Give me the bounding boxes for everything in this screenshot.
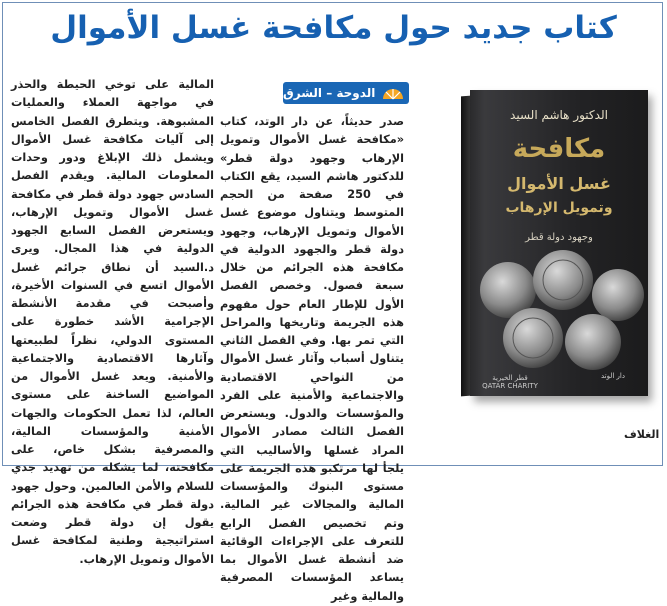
dateline-text: الدوحة – الشرق: [283, 86, 376, 100]
article-column-right: صدر حديثاً، عن دار الوتد، كتاب «مكافحة غسل الأموال وتمويل الإرهاب وجهود دولة قطر» للدكتور هاشم السيد، يقع الكتاب في 250 صفحة من الحجم المتوسط ويتناول موضوع غسل الأموال وتمويل الإرهاب، وجهود دولة قطر والجهود الدولية في مكافحة هذه الجرائم من خلال سبعة فصول. وخصص الفصل الأول للإطار العام حول مفهوم هذه الجريمة وتاريخها والمراحل التي تمر بها. وفي الفصل الثاني يتناول أسباب وآثار غسل الأموال من النواحي الاقتصادية والاجتماعية والأمنية على الفرد والمؤسسات والدول. ويستعرض الفصل الثالث مصادر الأموال المراد غسلها والأساليب التي يلجأ لها مرتكبو هذه الجريمة على مستوى البنوك والمؤسسات المالية والمجالات غير المالية. وتم تخصيص الفصل الرابع للتعرف على الإجراءات الوقائية ضد أنشطة غسل الأموال بما يساعد المؤسسات المصرفية والمالية وغير: [220, 115, 404, 603]
book-title-line2: غسل الأموال: [507, 174, 611, 193]
article-headline: كتاب جديد حول مكافحة غسل الأموال: [50, 10, 617, 46]
image-caption: الغلاف: [624, 428, 660, 441]
coins-illustration-icon: [478, 250, 642, 370]
book-front: [470, 90, 648, 396]
sun-logo-icon: [381, 85, 405, 101]
book-title-line3: وتمويل الإرهاب: [505, 200, 613, 216]
publisher-dar-alwatad: دار الوتد: [601, 372, 625, 380]
book-cover-image: [413, 78, 657, 436]
dateline-badge: [283, 82, 409, 104]
book-author: الدكتور هاشم السيد: [510, 108, 608, 122]
book-title-line1: مكافحة: [512, 134, 606, 164]
book-subtitle: وجهود دولة قطر: [525, 232, 593, 243]
publisher-qatar-charity: قطر الخيرية QATAR CHARITY: [482, 374, 538, 390]
article-column-left: المالية على توخي الحيطة والحذر في مواجهة العملاء والعمليات المشبوهة. ويتطرق الفصل الخامس إلى آليات مكافحة غسل الأموال ويشمل ذلك الإبلاغ ودور وحدات المعلومات المالية. ويقدم الفصل السادس جهود دولة قطر في مكافحة غسل الأموال وتمويل الإرهاب، ويستعرض الفصل السابع الجهود الدولية في هذا المجال. ويرى د.السيد أن نطاق جرائم غسل الأموال اتسع في السنوات الأخيرة، وأصبحت في مقدمة الأنشطة الإجرامية الأشد خطورة على المستوى الدولي، نظراً لطبيعتها وآثارها الاقتصادية والاجتماعية والأمنية. ويعد غسل الأموال من المواضيع الساخنة على مستوى العالم، لذا تعمل الحكومات والجهات الأمنية والمؤسسات المالية، والمصرفية بشكل خاص، على مكافحته، لما يشكله من تهديد جدي للسلام والأمن العالمين. وحول جهود دولة قطر في مكافحة هذه الجرائم يقول إن دولة قطر وضعت استراتيجية وطنية لمكافحة غسل الأموال وتمويل الإرهاب.: [11, 78, 214, 566]
